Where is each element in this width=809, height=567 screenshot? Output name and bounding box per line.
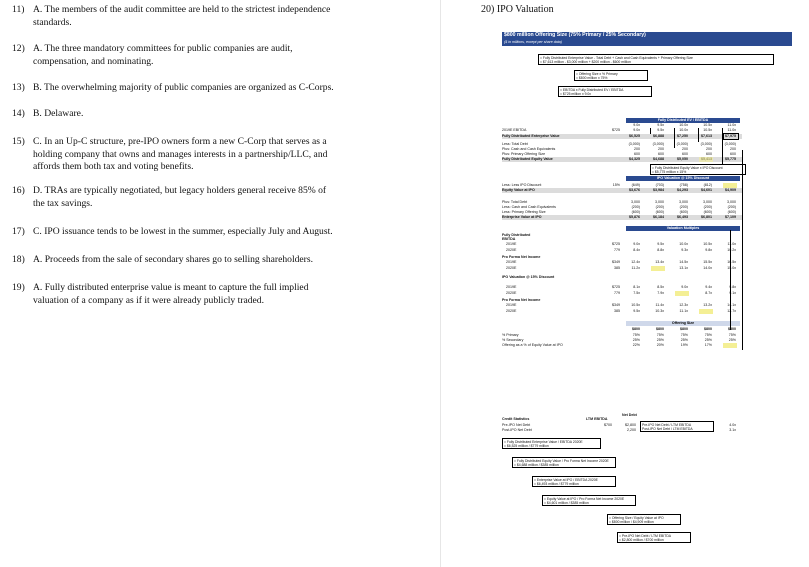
value-cell: $6,888 [653, 134, 664, 138]
answer-text: A. Proceeds from the sale of secondary shares go to selling shareholders. [33, 254, 314, 265]
value-cell: (200) [703, 205, 712, 209]
banner-subtitle: ($ in millions, except per share data) [504, 40, 562, 44]
formula-box-equity [538, 54, 774, 65]
answer-number: 19) [12, 282, 25, 293]
vm-value: 12.4x [631, 260, 640, 264]
highlight-pf [651, 266, 665, 271]
answer-line [12, 108, 412, 121]
banner-title: $800 million Offering Size (75% Primary / 25% Secondary) [504, 32, 646, 38]
value-cell: $6,525 [629, 134, 640, 138]
answer-line: holding company that owns and manages interests in a partnership/LLC, and [33, 148, 328, 160]
credit-row-label: Pre-IPO Net Debt [502, 423, 531, 427]
vm-value: 10.5x [703, 242, 712, 246]
vm-value: 11.4x [655, 303, 664, 307]
vm-pf2-title: Pro Forma Net Income [502, 298, 541, 302]
offering-value: $800 [632, 327, 640, 331]
sheet-banner [502, 32, 792, 46]
value-cell: (3,000) [676, 142, 688, 146]
highlight-pf2 [699, 309, 713, 314]
formula-line: = $725 million x 9.0x [560, 91, 592, 96]
vm-value: 7.5x [633, 291, 640, 295]
vm-base: $725 [612, 242, 620, 246]
formula-line: = Fully Distributed Enterprise Value - Total Debt + Cash and Cash Equivalents + Primary Offering Size [540, 55, 693, 60]
row-label: Enterprise Value at IPO [502, 215, 542, 219]
row-label: Less: Total Debt [502, 142, 528, 146]
row-label: Plus: Cash and Cash Equivalents [502, 147, 556, 151]
highlight-fdev [723, 133, 739, 140]
formula-line: = $800 million / $4,909 million [609, 519, 654, 524]
vm-year: 2019E [506, 242, 517, 246]
answer-19 [12, 282, 412, 307]
multiple-header: 11.0x [727, 123, 736, 127]
vm-value: 9.5x [657, 242, 664, 246]
value-cell: $5,876 [629, 215, 640, 219]
formula-line: Post-IPO Net Debt / LTM EBITDA [642, 426, 693, 431]
multiple-header: 10.0x [679, 123, 688, 127]
formula-line: = Fully Distributed Equity Value / Pro Forma Net Income 2020E [514, 458, 609, 463]
value-cell: (649) [631, 183, 640, 187]
value-cell: 3,000 [727, 200, 736, 204]
formula-box-b11 [617, 532, 691, 543]
offering-pct: 25% [632, 338, 640, 342]
vm-year: 2020E [506, 248, 517, 252]
answer-line [12, 136, 412, 149]
row-label: Less: Cash and Cash Equivalents [502, 205, 556, 209]
page-divider [440, 0, 441, 567]
vm-value: 8.5x [657, 285, 664, 289]
offering-pct: 25% [704, 338, 712, 342]
answer-15 [12, 136, 412, 174]
answer-number: 11) [12, 4, 25, 15]
value-cell: $4,688 [653, 157, 664, 161]
vm-value: 11.1x [679, 309, 688, 313]
vm-value: 15.0x [727, 266, 736, 270]
vm-ebitda: EBITDA [502, 237, 516, 241]
value-cell: (600) [679, 210, 688, 214]
vm-ipo-title: IPO Valuation @ 15% Discount [502, 275, 555, 279]
answer-line [12, 226, 412, 239]
answer-number: 17) [12, 226, 25, 237]
value-cell: 200 [730, 147, 736, 151]
value-cell: (3,000) [724, 142, 736, 146]
value-cell: (758) [679, 183, 688, 187]
value-cell: (600) [703, 210, 712, 214]
ipo-header: IPO Valuation @ 15% Discount [626, 176, 740, 181]
formula-line: = Fully Distributed Equity Value x IPO Discount [652, 165, 723, 170]
row-label: Fully Distributed Equity Value [502, 157, 553, 161]
answer-line [12, 82, 412, 95]
vm-value: 12.3x [679, 303, 688, 307]
credit-row-label: Post-IPO Net Debt [502, 428, 532, 432]
row-label: Less: Primary Offering Size [502, 210, 546, 214]
credit-ebitda: $700 [604, 423, 612, 427]
credit-col1: LTM EBITDA [586, 417, 608, 421]
ebitda-base: $725 [612, 128, 620, 132]
value-cell: (600) [727, 210, 736, 214]
offering-pct: 75% [680, 333, 688, 337]
value-cell: 600 [706, 152, 712, 156]
value-cell: $4,909 [725, 188, 736, 192]
value-cell: $6,801 [701, 215, 712, 219]
answer-line: compensation, and nominating. [33, 55, 154, 67]
offering-pct: 22% [632, 343, 640, 347]
vm-year: 2019E [506, 285, 517, 289]
value-cell: (3,000) [700, 142, 712, 146]
formula-line: = Pre-IPO Net Debt / LTM EBITDA [619, 533, 672, 538]
formula-box-b7 [512, 457, 616, 468]
vm-year: 2020E [506, 309, 517, 313]
offering-pct: 17% [704, 343, 712, 347]
answer-line: affords them both tax and voting benefits. [33, 161, 194, 172]
answer-18 [12, 254, 412, 267]
offering-row-label: % Primary [502, 333, 519, 337]
highlight-fdeq [699, 157, 713, 162]
ipo-valuation-sheet [502, 30, 802, 566]
value-cell: 200 [634, 147, 640, 151]
vm-value: 7.9x [657, 291, 664, 295]
multiple-value: 11.0x [727, 128, 736, 132]
formula-box-discount [650, 164, 746, 175]
answer-line [12, 4, 412, 17]
formula-line: = Equity Value at IPO / Pro Forma Net Income 2020E [544, 496, 625, 501]
row-label: Plus: Total Debt [502, 200, 528, 204]
multiple-value: 10.5x [703, 128, 712, 132]
vm-value: 14.1x [727, 303, 736, 307]
connector-line [722, 128, 723, 164]
multiple-value: 10.0x [679, 128, 688, 132]
vm-value: 11.2x [631, 266, 640, 270]
right-page [452, 0, 809, 567]
vm-value: 15.5x [703, 260, 712, 264]
vm-year: 2019E [506, 260, 517, 264]
formula-line: = $2,800 million / $700 million [619, 537, 664, 542]
vm-value: 9.8x [729, 285, 736, 289]
value-cell: $7,250 [677, 134, 688, 138]
value-cell: (600) [655, 210, 664, 214]
offering-row-label: Offering as a % of Equity Value at IPO [502, 343, 563, 347]
offering-pct: 75% [728, 333, 736, 337]
value-cell: (812) [703, 183, 712, 187]
credit-multiple: 4.0x [729, 423, 736, 427]
answer-12 [12, 43, 412, 68]
offering-pct: 75% [656, 333, 664, 337]
formula-line: = $6,493 million / $779 million [534, 481, 579, 486]
credit-col2: Net Debt [622, 413, 637, 417]
value-cell: 600 [682, 152, 688, 156]
vm-value: 13.1x [679, 266, 688, 270]
answer-number: 15) [12, 136, 25, 147]
ebitda-label: 2019E EBITDA [502, 128, 527, 132]
value-cell: 3,000 [703, 200, 712, 204]
answer-text: A. Fully distributed enterprise value is meant to capture the full implied [33, 282, 309, 293]
answer-line [12, 43, 412, 56]
value-cell: 3,000 [631, 200, 640, 204]
vm-value: 14.0x [703, 266, 712, 270]
fd-header: Fully Distributed EV / EBITDA [626, 118, 740, 123]
highlight-offering [723, 343, 737, 348]
connector-line [698, 128, 699, 142]
vm-year: 2020E [506, 291, 517, 295]
vm-base: 779 [614, 291, 620, 295]
value-cell: $5,050 [677, 157, 688, 161]
formula-line: = Fully Distributed Enterprise Value / EBITDA 2020E [504, 439, 583, 444]
vm-pf-title: Pro Forma Net Income [502, 255, 541, 259]
answer-line [12, 185, 412, 198]
formula-line: = Offering Size / Equity Value at IPO [609, 515, 664, 520]
offering-value: $800 [704, 327, 712, 331]
answer-text: A. The members of the audit committee are held to the strictest independence [33, 4, 331, 15]
value-cell: 3,000 [655, 200, 664, 204]
answer-line [12, 282, 412, 295]
value-cell: 3,000 [679, 200, 688, 204]
formula-line: = Enterprise Value at IPO / EBITDA 2020E [534, 477, 598, 482]
connector-line [730, 230, 731, 330]
answer-line: standards. [33, 16, 72, 28]
vm-value: 10.2x [727, 248, 736, 252]
vm-value: 16.5x [727, 260, 736, 264]
vm-value: 9.1x [729, 291, 736, 295]
connector-line [650, 128, 651, 134]
offering-value: $800 [680, 327, 688, 331]
discount-pct: 15% [612, 183, 620, 187]
vm-value: 14.5x [679, 260, 688, 264]
formula-line: Pre-IPO Net Debt / LTM EBITDA [642, 422, 692, 427]
value-cell: 200 [658, 147, 664, 151]
vm-value: 8.7x [705, 291, 712, 295]
answer-line: valuation of a company as if it were already publicly traded. [33, 294, 264, 306]
answer-11 [12, 4, 412, 29]
value-cell: (200) [679, 205, 688, 209]
answer-text: C. IPO issuance tends to be lowest in the summer, especially July and August. [33, 226, 333, 237]
vm-value: 13.4x [655, 260, 664, 264]
question-20-title: 20) IPO Valuation [481, 4, 554, 15]
answer-text: C. In an Up-C structure, pre-IPO owners form a new C-Corp that serves as a [33, 136, 327, 147]
formula-line: = Offering Size x % Primary [576, 71, 618, 76]
value-cell: $4,601 [701, 188, 712, 192]
vm-value: 12.7x [727, 309, 736, 313]
vm-year: 2019E [506, 303, 517, 307]
vm-value: 9.3x [681, 248, 688, 252]
offering-value: $800 [656, 327, 664, 331]
offering-pct: 25% [656, 338, 664, 342]
credit-multiple: 3.1x [729, 428, 736, 432]
connector-line [742, 150, 743, 350]
vm-base: 385 [614, 309, 620, 313]
answer-text: B. The overwhelming majority of public companies are organized as C-Corps. [33, 82, 334, 93]
answer-text: D. TRAs are typically negotiated, but legacy holders general receive 85% of [33, 185, 327, 196]
vm-year: 2020E [506, 266, 517, 270]
value-cell: $4,293 [677, 188, 688, 192]
value-cell: $7,975 [725, 134, 736, 138]
answer-number: 16) [12, 185, 25, 196]
value-cell: 600 [658, 152, 664, 156]
value-cell: (200) [631, 205, 640, 209]
answer-text: A. The three mandatory committees for public companies are audit, [33, 43, 293, 54]
vm-value: 9.0x [633, 242, 640, 246]
row-label: Fully Distributed Enterprise Value [502, 134, 560, 138]
value-cell: $3,676 [629, 188, 640, 192]
formula-line: = EBITDA x Fully Distributed EV / EBITDA [560, 87, 624, 92]
multiple-value: 9.5x [657, 128, 664, 132]
formula-line: = $800 million x 75% [576, 75, 608, 80]
vm-base: 779 [614, 248, 620, 252]
vm-base: 385 [614, 266, 620, 270]
formula-box-b10 [607, 514, 681, 525]
value-cell: $6,493 [677, 215, 688, 219]
value-cell: $6,184 [653, 215, 664, 219]
value-cell: (200) [727, 205, 736, 209]
offering-pct: 25% [728, 338, 736, 342]
value-cell: (600) [631, 210, 640, 214]
vm-value: 10.0x [679, 242, 688, 246]
value-cell: $4,325 [629, 157, 640, 161]
value-cell: 200 [706, 147, 712, 151]
value-cell: $7,109 [725, 215, 736, 219]
credit-net-debt: $2,800 [625, 423, 636, 427]
formula-box-b9 [542, 495, 636, 506]
answer-13 [12, 82, 412, 95]
multiple-header: 9.0x [633, 123, 640, 127]
formula-box-primary [574, 70, 648, 81]
multiple-header: 9.5x [657, 123, 664, 127]
value-cell: (200) [655, 205, 664, 209]
multiple-header: 10.5x [703, 123, 712, 127]
value-cell: $5,775 [725, 157, 736, 161]
formula-line: = $6,525 million / $779 million [504, 443, 549, 448]
offering-pct: 75% [632, 333, 640, 337]
vm-base: $349 [612, 303, 620, 307]
answer-number: 18) [12, 254, 25, 265]
answer-16 [12, 185, 412, 210]
formula-line: = $5,775 million x 15% [652, 169, 687, 174]
credit-title: Credit Statistics [502, 417, 530, 421]
formula-line: = $7,613 million - $3,000 million + $200 million - $600 million [540, 59, 631, 64]
formula-box-b6 [502, 438, 601, 449]
vm-value: 8.4x [633, 248, 640, 252]
answer-line [12, 254, 412, 267]
row-label: Equity Value at IPO [502, 188, 535, 192]
credit-formula-box [640, 421, 714, 432]
formula-line: = $4,688 million / $385 million [514, 462, 559, 467]
formula-box-b8 [532, 476, 616, 487]
vm-value: 10.5x [631, 303, 640, 307]
offering-value: $800 [728, 327, 736, 331]
offering-pct: 20% [656, 343, 664, 347]
offering-pct: 19% [680, 343, 688, 347]
offering-pct: 25% [680, 338, 688, 342]
vm-fd-title: Fully Distributed [502, 233, 531, 237]
answer-number: 12) [12, 43, 25, 54]
vm-value: 9.4x [705, 285, 712, 289]
vm-value: 9.8x [705, 248, 712, 252]
value-cell: $7,613 [701, 134, 712, 138]
vm-value: 9.5x [633, 309, 640, 313]
multiple-value: 9.0x [633, 128, 640, 132]
answer-number: 13) [12, 82, 25, 93]
row-label: Plus: Primary Offering Size [502, 152, 546, 156]
value-cell: 200 [682, 147, 688, 151]
row-label: Less: Less IPO Discount [502, 183, 542, 187]
vm-value: 8.1x [633, 285, 640, 289]
answer-14 [12, 108, 412, 121]
vm-value: 10.3x [655, 309, 664, 313]
value-cell: (3,000) [652, 142, 664, 146]
connector-line [674, 128, 675, 148]
formula-box-fdev [558, 86, 652, 97]
offering-pct: 75% [704, 333, 712, 337]
vm-value: 8.8x [657, 248, 664, 252]
value-cell: $3,984 [653, 188, 664, 192]
highlight-ipo [675, 291, 689, 296]
vm-value: 13.2x [703, 303, 712, 307]
answer-line: the tax savings. [33, 197, 93, 209]
vm-value: 11.0x [727, 242, 736, 246]
answer-17 [12, 226, 412, 239]
answer-text: B. Delaware. [33, 108, 84, 119]
formula-line: = $4,601 million / $385 million [544, 500, 589, 505]
highlight-discount [723, 183, 737, 188]
value-cell: (3,000) [628, 142, 640, 146]
vm-base: $725 [612, 285, 620, 289]
value-cell: 600 [730, 152, 736, 156]
valuation-multiples-header: Valuation Multiples [626, 226, 740, 231]
vm-value: 9.0x [681, 285, 688, 289]
offering-row-label: % Secondary [502, 338, 524, 342]
value-cell: (703) [655, 183, 664, 187]
vm-base: $349 [612, 260, 620, 264]
answer-number: 14) [12, 108, 25, 119]
value-cell: 600 [634, 152, 640, 156]
credit-net-debt: 2,200 [627, 428, 636, 432]
offering-size-header: Offering Size [626, 321, 740, 326]
